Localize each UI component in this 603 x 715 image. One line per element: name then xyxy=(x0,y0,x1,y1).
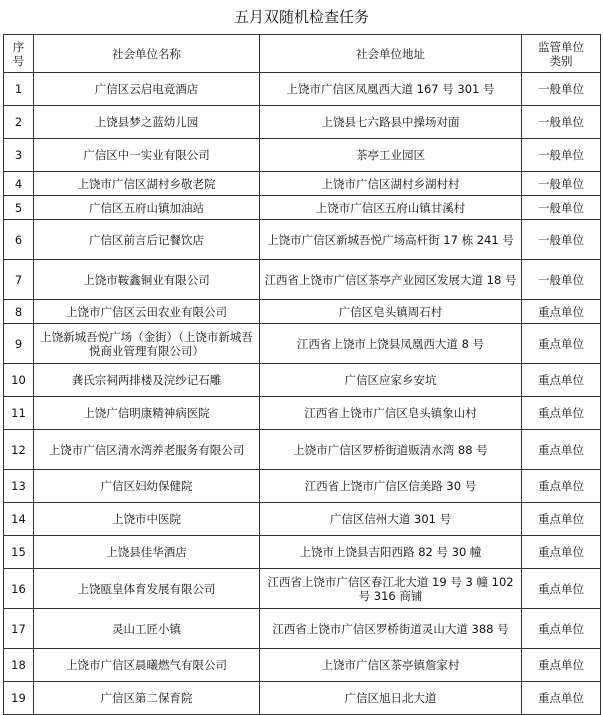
cell-name: 广信区前言后记餐饮店 xyxy=(34,220,260,260)
header-address: 社会单位地址 xyxy=(260,35,522,73)
cell-seq: 11 xyxy=(4,397,34,430)
cell-seq: 5 xyxy=(4,196,34,220)
table-row xyxy=(4,300,601,324)
header-name: 社会单位名称 xyxy=(34,35,260,73)
cell-category: 一般单位 xyxy=(522,220,601,260)
cell-category: 重点单位 xyxy=(522,397,601,430)
table-row xyxy=(4,609,601,649)
cell-name: 上饶县梦之蓝幼儿园 xyxy=(34,106,260,139)
cell-address: 江西省上饶市上饶县凤凰西大道 8 号 xyxy=(260,324,522,364)
cell-address: 上饶市广信区新城吾悦广场高杆街 17 栋 241 号 xyxy=(260,220,522,260)
cell-category: 重点单位 xyxy=(522,682,601,715)
cell-address: 上饶市广信区凤凰西大道 167 号 301 号 xyxy=(260,73,522,106)
cell-seq: 16 xyxy=(4,569,34,609)
cell-name: 龚氏宗祠两排楼及浣纱记石雕 xyxy=(34,364,260,397)
cell-name: 上饶市鞍鑫铜业有限公司 xyxy=(34,260,260,300)
cell-name: 广信区云启电竞酒店 xyxy=(34,73,260,106)
table-row xyxy=(4,220,601,260)
table-row xyxy=(4,397,601,430)
table-row xyxy=(4,73,601,106)
cell-category: 一般单位 xyxy=(522,196,601,220)
cell-seq: 17 xyxy=(4,609,34,649)
cell-address: 上饶市广信区茶亭镇詹家村 xyxy=(260,649,522,682)
cell-seq: 10 xyxy=(4,364,34,397)
cell-category: 重点单位 xyxy=(522,609,601,649)
cell-name: 广信区五府山镇加油站 xyxy=(34,196,260,220)
cell-seq: 6 xyxy=(4,220,34,260)
cell-name: 上饶瓯皇体育发展有限公司 xyxy=(34,569,260,609)
cell-seq: 2 xyxy=(4,106,34,139)
table-row xyxy=(4,430,601,470)
cell-category: 一般单位 xyxy=(522,106,601,139)
cell-category: 一般单位 xyxy=(522,73,601,106)
cell-address: 江西省上饶市广信区茶亭产业园区发展大道 18 号 xyxy=(260,260,522,300)
cell-address: 上饶市广信区五府山镇甘溪村 xyxy=(260,196,522,220)
cell-address: 上饶县七六路县中操场对面 xyxy=(260,106,522,139)
cell-name: 上饶市广信区晨曦燃气有限公司 xyxy=(34,649,260,682)
table-row xyxy=(4,364,601,397)
cell-category: 重点单位 xyxy=(522,503,601,536)
cell-address: 江西省上饶市广信区信美路 30 号 xyxy=(260,470,522,503)
cell-seq: 12 xyxy=(4,430,34,470)
cell-category: 一般单位 xyxy=(522,139,601,172)
table-row xyxy=(4,649,601,682)
cell-address: 江西省上饶市广信区皂头镇象山村 xyxy=(260,397,522,430)
header-seq: 序号 xyxy=(4,35,34,73)
cell-seq: 8 xyxy=(4,300,34,324)
cell-name: 广信区妇幼保健院 xyxy=(34,470,260,503)
cell-name: 上饶县佳华酒店 xyxy=(34,536,260,569)
cell-address: 江西省上饶市广信区罗桥街道灵山大道 388 号 xyxy=(260,609,522,649)
cell-category: 重点单位 xyxy=(522,536,601,569)
cell-address: 广信区应家乡安坑 xyxy=(260,364,522,397)
cell-name: 上饶新城吾悦广场（金街）（上饶市新城吾悦商业管理有限公司） xyxy=(34,324,260,364)
table-row xyxy=(4,536,601,569)
cell-category: 重点单位 xyxy=(522,324,601,364)
table-row xyxy=(4,106,601,139)
cell-address: 上饶市上饶县吉阳西路 82 号 30 幢 xyxy=(260,536,522,569)
cell-name: 上饶市广信区清水湾养老服务有限公司 xyxy=(34,430,260,470)
cell-address: 上饶市广信区湖村乡湖村村 xyxy=(260,172,522,196)
cell-seq: 19 xyxy=(4,682,34,715)
cell-seq: 1 xyxy=(4,73,34,106)
cell-address: 茶亭工业园区 xyxy=(260,139,522,172)
cell-category: 一般单位 xyxy=(522,260,601,300)
cell-seq: 15 xyxy=(4,536,34,569)
cell-name: 广信区中一实业有限公司 xyxy=(34,139,260,172)
cell-category: 重点单位 xyxy=(522,470,601,503)
table-row xyxy=(4,260,601,300)
cell-seq: 7 xyxy=(4,260,34,300)
cell-category: 一般单位 xyxy=(522,172,601,196)
cell-address: 上饶市广信区罗桥街道贩清水湾 88 号 xyxy=(260,430,522,470)
cell-name: 上饶市中医院 xyxy=(34,503,260,536)
cell-name: 广信区第二保育院 xyxy=(34,682,260,715)
cell-category: 重点单位 xyxy=(522,649,601,682)
table-header-row xyxy=(4,35,601,73)
inspection-table xyxy=(3,34,601,715)
cell-address: 广信区信州大道 301 号 xyxy=(260,503,522,536)
cell-seq: 4 xyxy=(4,172,34,196)
table-row xyxy=(4,139,601,172)
table-row xyxy=(4,569,601,609)
table-row xyxy=(4,503,601,536)
cell-category: 重点单位 xyxy=(522,300,601,324)
table-row xyxy=(4,172,601,196)
cell-address: 广信区皂头镇周石村 xyxy=(260,300,522,324)
table-body xyxy=(4,73,601,715)
table-row xyxy=(4,196,601,220)
cell-seq: 3 xyxy=(4,139,34,172)
cell-address: 江西省上饶市广信区春江北大道 19 号 3 幢 102 号 316 商铺 xyxy=(260,569,522,609)
document-title: 五月双随机检查任务 xyxy=(233,8,369,26)
cell-address: 广信区旭日北大道 xyxy=(260,682,522,715)
cell-category: 重点单位 xyxy=(522,569,601,609)
cell-name: 上饶市广信区云田农业有限公司 xyxy=(34,300,260,324)
cell-category: 重点单位 xyxy=(522,364,601,397)
cell-seq: 18 xyxy=(4,649,34,682)
table-row xyxy=(4,324,601,364)
cell-name: 上饶市广信区湖村乡敬老院 xyxy=(34,172,260,196)
cell-seq: 14 xyxy=(4,503,34,536)
table-row xyxy=(4,682,601,715)
cell-category: 重点单位 xyxy=(522,430,601,470)
cell-seq: 9 xyxy=(4,324,34,364)
cell-name: 灵山工匠小镇 xyxy=(34,609,260,649)
table-row xyxy=(4,470,601,503)
cell-seq: 13 xyxy=(4,470,34,503)
header-category: 监管单位类别 xyxy=(522,35,601,73)
cell-name: 上饶广信明康精神病医院 xyxy=(34,397,260,430)
